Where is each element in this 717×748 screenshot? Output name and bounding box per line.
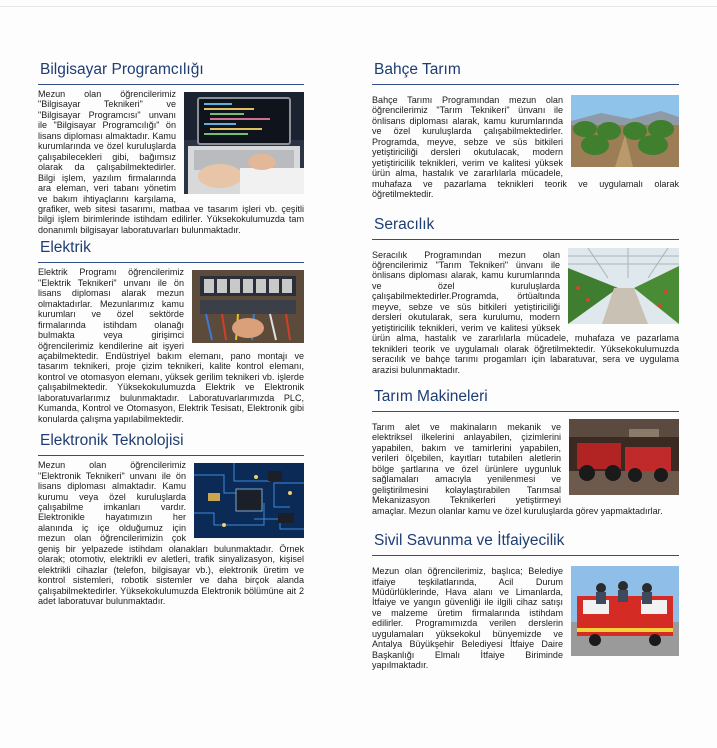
section-title: Elektrik <box>38 238 304 263</box>
section-body: Seracılık Programından mezun olan öğrencilerimiz "Tarım Teknikeri" ünvanı ile önlisans diploması alarak, kamu kurumlarında ve özel kuruluşlarda çalışabilmektedirler.Programda, örtüaltında meyve, sebze ve süs bitkileri yetiştiriciliği dersleri okutularak, sera kurulumu, modern yetiştiricilik teknikleri, verim ve kalitesi yüksek ürün alma, hastalık ve zararlılarla mücadele, muhafaza ve pazarlama teknikleri teorik ve uygulamalı olarak öğretilmektedir. Yüksekokulumuzda seracılık ve bahçe tarımı progamları için labaratuvar, sera ve uygulama arazisi bulunmaktadır. <box>372 249 679 375</box>
circuit-board-photo <box>194 463 304 538</box>
section-body: Mezun olan öğrencilerimiz, başlıca; Belediye itfaiye teşkilatlarında, Acil Durum Müdürlüklerinde, Hava alanı ve Limanlarda, İtfaiye ve yangın güvenliği ile ilgili cihaz satışı ve malzeme üretim firmalarında istihdam edilirler. Programımızda verilen derslerin uygulamaları yüksekokul bünyemizde ve Antalya Büyükşehir Belediyesi İtfaiye Daire Başkanlığı Elmalı İtfaiye Biriminde yapılmaktadır. <box>372 566 563 671</box>
left-column <box>38 60 304 606</box>
section-body: Elektrik Programı öğrencilerimiz "Elektrik Teknikeri" unvanı ile ön lisans diploması alarak mezun olmaktadırlar. Mezunlarımız kamu kurumları ve özel sektörde firmalarında istihdam olanağı bulmakta veya girişimci öğrencilerimiz kendilerine ait işyeri açabilmektedir. Endüstriyel bakım elemanı, pano montajı ve tasarım teknikeri, proje çizim teknikeri, kalite kontrol elemanı, kontrol ve otomasyon elemanı, yüksek gerilim teknikeri vb. işlerde çalışabilmektedir. Yüksekokulumuzda Elektrik ve Elektronik laboratuvarlarımız bulunmaktadır. Laboratuvarlarımızda PLC, Kumanda, Kontrol ve Otomasyon, Elektrik Tesisatı, Elektronik gibi konularda çalışma yapılabilmektedir. <box>38 267 304 424</box>
section-title: Seracılık <box>372 215 679 240</box>
section-sivil <box>372 531 679 671</box>
section-body: Bahçe Tarımı Programından mezun olan öğrencilerimiz "Tarım Teknikeri" ünvanı ile önlisans diploması alarak, kamu kurumlarında ve özel kuruluşlarda çalışabilmektedirler. Programda, meyve, sebze ve süs bitkileri yetiştiriciliği dersleri okutulacak, modern yetiştiricilik teknikleri, verim ve kalitesi yüksek ürün alma, hastalık ve zararlılarla mücadele, muhafaza ve pazarlama teknikleri teorik ve uygulamalı olarak öğretilmektedir. <box>372 95 679 200</box>
section-bahce <box>372 60 679 200</box>
electrical-panel-photo <box>192 270 304 343</box>
section-makineler <box>372 387 679 516</box>
section-title: Bilgisayar Programcılığı <box>38 60 304 85</box>
section-seracilik <box>372 215 679 375</box>
vineyard-photo <box>571 95 679 167</box>
top-divider <box>0 6 717 7</box>
section-bilgisayar <box>38 60 304 235</box>
section-title: Tarım Makineleri <box>372 387 679 412</box>
section-body: Mezun olan öğrencilerimiz "Bilgisayar Teknikeri" ve "Bilgisayar Programcısı" unvanı ile "Bilgisayar Programcılığı" ön lisans diploması almaktadır. Kamu kurumlarında ve özel kuruluşlarda çalışabilecekleri gibi, bağımsız olarak da çalışabilmektedirler. Bilgi işlem, yazılım firmalarında ara eleman, veri tabanı yönetim ve bakım ihtiyaçlarını karşılama, grafiker, web sitesi tasarımı, matbaa ve tasarım işleri vb. çeşitli bilgi işlem birimlerinde istihdam edilirler. Yüksekokulumuzda tam donanımlı bilgisayar laboratuvarları bulunmaktadır. <box>38 89 304 235</box>
greenhouse-photo <box>568 248 679 324</box>
section-title: Elektronik Teknolojisi <box>38 431 304 456</box>
right-column <box>372 60 679 671</box>
laptop-code-photo <box>184 92 304 194</box>
section-body: Mezun olan öğrencilerimiz "Elektronik Teknikeri" unvanı ile ön lisans diploması almaktadır. Kamu kurumu veya özel kuruluşlarda çalışabilme imkanları vardır. Elektronikle hayatımızın her alanında iç içe olduğumuz için mezun olan öğrencilerimizin çok geniş bir yelpazede istihdam olanakları bulunmaktadır. Örnek olarak; otomotiv, elektrikli ev aletleri, trafik sinyalizasyon, kişisel elektrikli cihazlar (telefon, bilgisayar vb.), elektronik üretim ve kontrol sistemleri, robotik sistemler ve daha birçok alanda çalışabilmektedirler. Yüksekokulumuzda Elektronik bölümüne ait 2 adet laboratuvar bulunmaktadır. <box>38 460 304 607</box>
section-elektronik <box>38 431 304 606</box>
section-title: Sivil Savunma ve İtfaiyecilik <box>372 531 679 556</box>
section-body: Tarım alet ve makinaların mekanik ve elektriksel ilkelerini anlayabilen, çizimlerini yapabilen, bakım ve tamirlerini yapabilen, verileri ölçebilen, kayıtları tutabilen aletlerin bölge şartlarına ve özel ürünlere uygunluk sağlamaları amacıyla yenilenmesi ve geliştirilmesini kolaylaştırabilen Tarımsal Mekanizasyon Teknikerleri yetiştirmeyi amaçlar. Mezun olanlar kamu ve özel kuruluşlarda görev yapmaktadırlar. <box>372 421 663 516</box>
section-title: Bahçe Tarım <box>372 60 679 85</box>
fire-truck-photo <box>571 566 679 656</box>
section-elektrik <box>38 238 304 424</box>
tractor-workshop-photo <box>569 419 679 495</box>
